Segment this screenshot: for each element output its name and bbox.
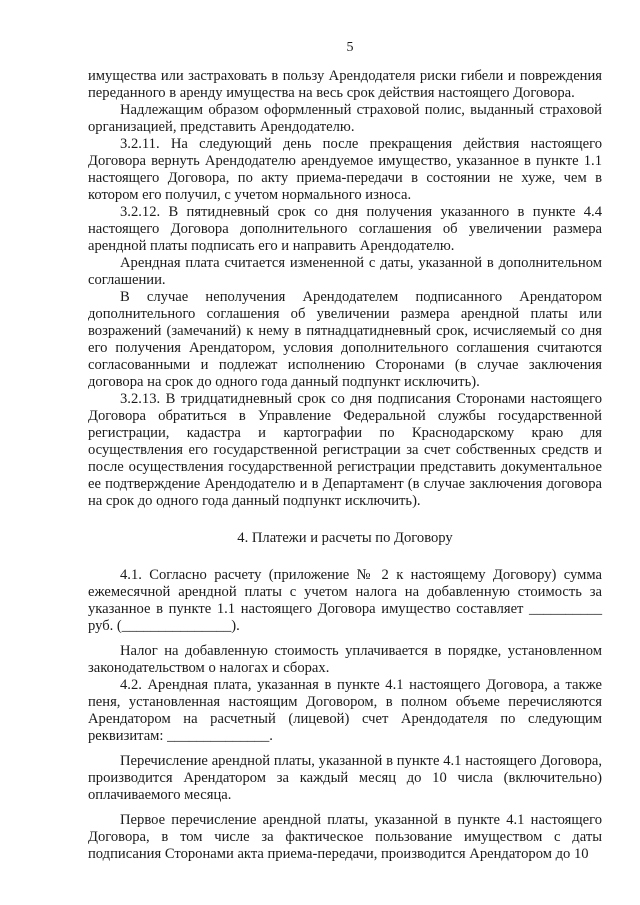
paragraph-insurance-policy: Надлежащим образом оформленный страховой полис, выданный страховой организацией, представить Арендодателю.: [88, 102, 602, 135]
paragraph-insurance-continued: имущества или застраховать в пользу Арендодателя риски гибели и повреждения переданного в аренду имущества на весь срок действия настоящего Договора.: [88, 68, 602, 101]
paragraph-4-2: 4.2. Арендная плата, указанная в пункте 4.1 настоящего Договора, а также пеня, установленная настоящим Договором, в полном объеме перечисляются Арендатором на расчетный (лицевой) счет Арендодателя по следующим реквизитам: ______________.: [88, 677, 602, 744]
paragraph-non-receipt: В случае неполучения Арендодателем подписанного Арендатором дополнительного соглашения об увеличении размера арендной платы или возражений (замечаний) к нему в пятнадцатидневный срок, исчисляемый со дня его получения Арендатором, условия дополнительного соглашения считаются согласованными и подлежат исполнению Сторонами (в случае заключения договора на срок до одного года данный подпункт исключить).: [88, 289, 602, 390]
paragraph-rent-changed: Арендная плата считается измененной с даты, указанной в дополнительном соглашении.: [88, 255, 602, 288]
page-number: 5: [346, 40, 354, 55]
paragraph-vat: Налог на добавленную стоимость уплачивается в порядке, установленном законодательством о налогах и сборах.: [88, 643, 602, 676]
paragraph-payment-schedule: Перечисление арендной платы, указанной в пункте 4.1 настоящего Договора, производится Арендатором за каждый месяц до 10 числа (включительно) оплачиваемого месяца.: [88, 753, 602, 803]
paragraph-first-payment: Первое перечисление арендной платы, указанной в пункте 4.1 настоящего Договора, в том числе за фактическое пользование имуществом с даты подписания Сторонами акта приема-передачи, производится Арендатором до 10: [88, 812, 602, 862]
paragraph-3-2-12: 3.2.12. В пятидневный срок со дня получения указанного в пункте 4.4 настоящего Договора дополнительного соглашения об увеличении размера арендной платы подписать его и направить Арендодателю.: [88, 204, 602, 254]
paragraph-3-2-13: 3.2.13. В тридцатидневный срок со дня подписания Сторонами настоящего Договора обратиться в Управление Федеральной службы государственной регистрации, кадастра и картографии по Краснодарскому краю для осуществления его государственной регистрации за счет собственных средств и после осуществления государственной регистрации представить документальное ее подтверждение Арендодателю и в Департамент (в случае заключения договора на срок до одного года данный подпункт исключить).: [88, 391, 602, 509]
paragraph-4-1: 4.1. Согласно расчету (приложение № 2 к настоящему Договору) сумма ежемесячной арендной платы с учетом налога на добавленную стоимость за указанное в пункте 1.1 настоящего Договора имущество составляет __________ руб. (_______________).: [88, 567, 602, 634]
paragraph-3-2-11: 3.2.11. На следующий день после прекращения действия настоящего Договора вернуть Арендодателю арендуемое имущество, указанное в пункте 1.1 настоящего Договора, по акту приема-передачи в состоянии не хуже, чем в котором его получил, с учетом нормального износа.: [88, 136, 602, 203]
section-4-title: 4. Платежи и расчеты по Договору: [237, 530, 453, 546]
